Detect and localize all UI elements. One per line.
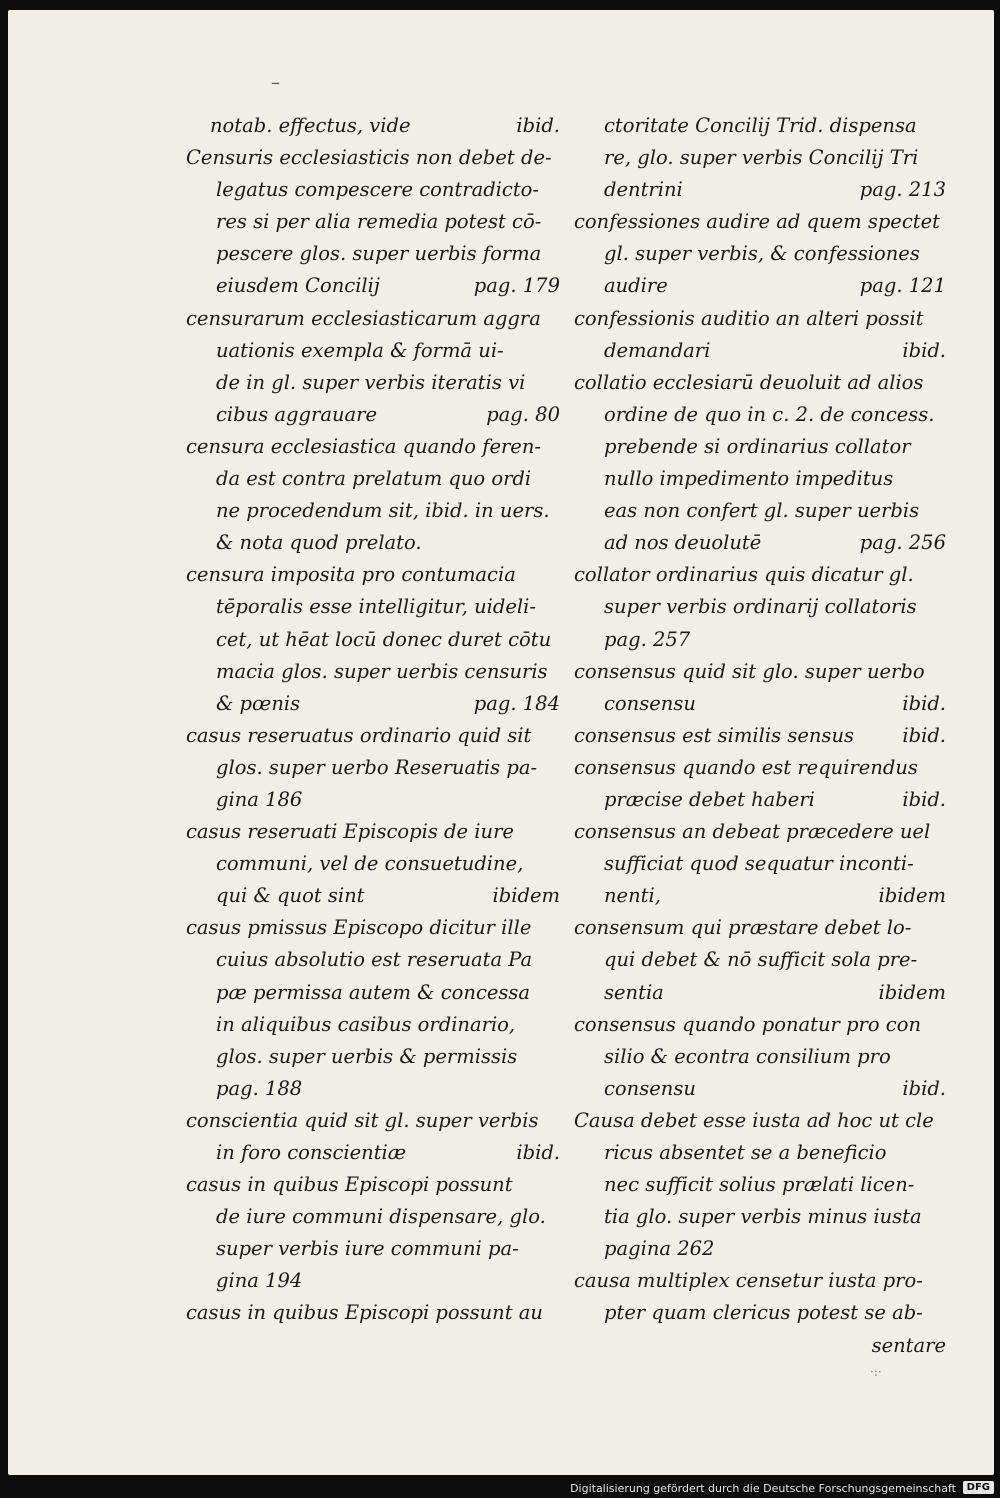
index-entry-text: pter quam clericus potest se ab- <box>604 1301 923 1325</box>
index-entry-text: eiusdem Concilij <box>216 274 380 298</box>
index-entry-text: qui & quot sint <box>216 884 365 908</box>
index-entry-text: re, glo. super verbis Concilij Tri <box>604 146 919 170</box>
index-entry-text: ordine de quo in c. 2. de concess. <box>604 402 935 426</box>
index-line <box>574 559 946 591</box>
index-line <box>574 848 946 880</box>
index-line <box>574 1297 946 1329</box>
index-entry-text: confessiones audire ad quem spectet <box>574 210 940 234</box>
index-entry-reference: ibid. <box>902 1076 946 1100</box>
index-line <box>186 688 560 720</box>
index-line <box>186 816 560 848</box>
index-entry-text: tēporalis esse intelligitur, uideli- <box>216 595 536 619</box>
index-line <box>186 1169 560 1201</box>
index-line <box>186 1105 560 1137</box>
index-entry-text: da est contra prelatum quo ordi <box>216 467 532 491</box>
index-line <box>574 1041 946 1073</box>
index-line <box>574 495 946 527</box>
index-line <box>574 624 946 656</box>
index-entry-text: Causa debet esse iusta ad hoc ut cle <box>574 1108 934 1132</box>
index-line <box>574 110 946 142</box>
index-entry-text: pag. 257 <box>604 627 691 651</box>
index-entry-text: casus reseruati Episcopis de iure <box>186 820 514 844</box>
index-entry-text: pagina 262 <box>604 1237 715 1261</box>
index-line <box>574 303 946 335</box>
index-entry-text: censura imposita pro contumacia <box>186 563 516 587</box>
index-entry-text: in foro conscientiæ <box>216 1141 407 1164</box>
index-entry-text: sufficiat quod sequatur inconti- <box>604 852 914 876</box>
index-line <box>186 431 560 463</box>
index-entry-text: sentare <box>871 1333 946 1357</box>
index-entry-text: casus pmissus Episcopo dicitur ille <box>186 916 532 940</box>
index-entry-text: confessionis auditio an alteri possit <box>574 306 924 330</box>
index-line <box>574 688 946 720</box>
index-line <box>574 399 946 431</box>
index-entry-text: censura ecclesiastica quando feren- <box>186 434 541 458</box>
index-entry-text: præcise debet haberi <box>604 787 815 811</box>
index-line <box>186 1009 560 1041</box>
index-entry-text: nec sufficit solius prælati licen- <box>604 1173 915 1197</box>
index-line <box>574 816 946 848</box>
index-line <box>574 656 946 688</box>
index-entry-text: gl. super verbis, & confessiones <box>604 242 920 266</box>
index-entry-text: consensus an debeat præcedere uel <box>574 820 931 844</box>
index-line <box>186 367 560 399</box>
dfg-logo: DFG <box>963 1481 994 1494</box>
index-entry-reference: ibid. <box>902 691 946 715</box>
index-entry-text: dentrini <box>604 178 683 202</box>
index-line <box>186 720 560 752</box>
index-line <box>574 335 946 367</box>
index-entry-text: & nota quod prelato. <box>216 531 422 555</box>
index-entry-text: pescere glos. super uerbis forma <box>216 242 542 266</box>
index-entry-text: in aliquibus casibus ordinario, <box>216 1012 516 1036</box>
index-entry-text: macia glos. super uerbis censuris <box>216 659 548 683</box>
index-entry-text: casus in quibus Episcopi possunt <box>186 1173 513 1197</box>
index-entry-reference: pag. 184 <box>473 691 560 715</box>
index-line <box>574 1265 946 1297</box>
index-column-left <box>186 110 560 1330</box>
index-entry-text: pag. 188 <box>216 1076 303 1100</box>
index-entry-text: conscientia quid sit gl. super verbis <box>186 1108 539 1132</box>
index-entry-text: ne procedendum sit, ibid. in uers. <box>216 499 550 523</box>
index-line <box>574 206 946 238</box>
index-entry-text: nullo impedimento impeditus <box>604 467 894 491</box>
index-entry-text: casus reseruatus ordinario quid sit <box>186 723 532 747</box>
index-line <box>574 591 946 623</box>
ink-mark: ·:· <box>870 1365 882 1379</box>
index-line <box>186 624 560 656</box>
index-entry-text: gina 186 <box>216 787 303 811</box>
index-line <box>186 110 560 142</box>
index-line <box>574 720 946 752</box>
index-line <box>186 752 560 784</box>
page-mark: – <box>271 72 280 93</box>
index-entry-text: cet, ut hēat locū donec duret cōtu <box>216 627 552 651</box>
index-entry-text: cuius absolutio est reseruata Pa <box>216 948 533 972</box>
index-line <box>186 238 560 270</box>
index-entry-text: super verbis ordinarij collatoris <box>604 595 917 619</box>
index-entry-text: res si per alia remedia potest cō- <box>216 210 542 234</box>
index-line <box>186 463 560 495</box>
index-line <box>574 367 946 399</box>
index-entry-text: tia glo. super verbis minus iusta <box>604 1205 922 1229</box>
index-entry-text: & pœnis <box>216 691 301 715</box>
index-entry-text: censurarum ecclesiasticarum aggra <box>186 306 541 330</box>
index-line <box>186 880 560 912</box>
index-entry-text: pæ permissa autem & concessa <box>216 980 531 1004</box>
index-line <box>574 944 946 976</box>
index-line <box>186 591 560 623</box>
index-line <box>574 270 946 302</box>
index-line <box>574 431 946 463</box>
index-line <box>186 944 560 976</box>
index-entry-text: cibus aggrauare <box>216 402 377 426</box>
index-entry-text: ctoritate Concilij Trid. dispensa <box>604 114 917 137</box>
index-column-right <box>574 110 946 1362</box>
index-entry-text: sentia <box>604 980 664 1004</box>
index-entry-text: nenti, <box>604 884 661 908</box>
index-line <box>186 656 560 688</box>
index-line <box>186 1137 560 1169</box>
funding-credit: Digitalisierung gefördert durch die Deutsche Forschungsgemeinschaft <box>570 1482 956 1495</box>
index-line <box>186 1233 560 1265</box>
index-entry-text: glos. super uerbo Reseruatis pa- <box>216 755 538 779</box>
index-entry-text: consensus quando ponatur pro con <box>574 1012 922 1036</box>
index-line <box>574 1137 946 1169</box>
index-line <box>186 848 560 880</box>
index-entry-reference: ibid. <box>902 338 946 362</box>
index-entry-text: Censuris ecclesiasticis non debet de- <box>186 146 552 170</box>
index-entry-reference: pag. 121 <box>859 274 946 298</box>
index-line <box>574 463 946 495</box>
index-entry-text: ad nos deuolutē <box>604 531 762 555</box>
index-entry-text: silio & econtra consilium pro <box>604 1044 891 1068</box>
index-line <box>186 174 560 206</box>
index-entry-text: eas non confert gl. super uerbis <box>604 499 920 523</box>
index-line <box>186 977 560 1009</box>
index-line <box>574 784 946 816</box>
index-entry-reference: ibid. <box>902 723 946 747</box>
index-line <box>574 1233 946 1265</box>
index-line <box>186 784 560 816</box>
index-line <box>574 174 946 206</box>
index-entry-text: consensus quando est requirendus <box>574 755 918 779</box>
index-entry-text: consensus est similis sensus <box>574 723 855 747</box>
index-entry-text: de iure communi dispensare, glo. <box>216 1205 546 1229</box>
index-line <box>574 142 946 174</box>
index-line <box>186 303 560 335</box>
index-entry-reference: pag. 80 <box>486 402 560 426</box>
index-entry-reference: ibid. <box>516 1141 560 1164</box>
index-entry-reference: pag. 179 <box>473 274 560 298</box>
index-line <box>574 977 946 1009</box>
index-line <box>574 1009 946 1041</box>
index-entry-text: de in gl. super verbis iteratis vi <box>216 370 526 394</box>
index-line <box>574 1073 946 1105</box>
index-line <box>186 1297 560 1329</box>
index-line <box>186 527 560 559</box>
index-entry-reference: ibid. <box>516 114 560 137</box>
index-entry-text: collatio ecclesiarū deuoluit ad alios <box>574 370 924 394</box>
index-line <box>574 912 946 944</box>
index-entry-text: communi, vel de consuetudine, <box>216 852 524 876</box>
index-line <box>574 1330 946 1362</box>
index-entry-text: audire <box>604 274 668 298</box>
index-line <box>574 1105 946 1137</box>
index-entry-text: super verbis iure communi pa- <box>216 1237 519 1261</box>
index-line <box>574 527 946 559</box>
index-entry-reference: ibidem <box>492 884 560 908</box>
index-entry-text: ricus absentet se a beneficio <box>604 1141 887 1164</box>
index-line <box>574 880 946 912</box>
index-entry-reference: ibid. <box>902 787 946 811</box>
index-line <box>574 1201 946 1233</box>
index-line <box>186 270 560 302</box>
index-line <box>574 1169 946 1201</box>
index-entry-text: consensu <box>604 691 696 715</box>
index-entry-text: consensum qui præstare debet lo- <box>574 916 912 940</box>
index-line <box>186 335 560 367</box>
index-line <box>186 912 560 944</box>
index-entry-reference: pag. 213 <box>859 178 946 202</box>
index-line <box>186 142 560 174</box>
index-entry-reference: ibidem <box>878 980 946 1004</box>
index-line <box>186 559 560 591</box>
index-entry-text: casus in quibus Episcopi possunt au <box>186 1301 543 1325</box>
index-line <box>574 752 946 784</box>
index-line <box>186 206 560 238</box>
index-entry-text: consensu <box>604 1076 696 1100</box>
index-entry-reference: ibidem <box>878 884 946 908</box>
index-entry-text: notab. effectus, vide <box>210 114 411 137</box>
index-entry-reference: pag. 256 <box>859 531 946 555</box>
book-page <box>8 10 994 1475</box>
index-line <box>186 1041 560 1073</box>
index-entry-text: consensus quid sit glo. super uerbo <box>574 659 925 683</box>
index-entry-text: collator ordinarius quis dicatur gl. <box>574 563 914 587</box>
index-line <box>186 1201 560 1233</box>
index-line <box>186 399 560 431</box>
index-entry-text: demandari <box>604 338 711 362</box>
index-line <box>186 1265 560 1297</box>
index-entry-text: uationis exempla & formā ui- <box>216 338 504 362</box>
footer-bar <box>0 1476 1000 1498</box>
index-entry-text: prebende si ordinarius collator <box>604 434 911 458</box>
index-entry-text: gina 194 <box>216 1269 303 1293</box>
index-entry-text: glos. super uerbis & permissis <box>216 1044 518 1068</box>
index-line <box>574 238 946 270</box>
index-entry-text: causa multiplex censetur iusta pro- <box>574 1269 923 1293</box>
index-entry-text: qui debet & nō sufficit sola pre- <box>604 948 918 972</box>
index-entry-text: legatus compescere contradicto- <box>216 178 539 202</box>
index-line <box>186 495 560 527</box>
index-line <box>186 1073 560 1105</box>
